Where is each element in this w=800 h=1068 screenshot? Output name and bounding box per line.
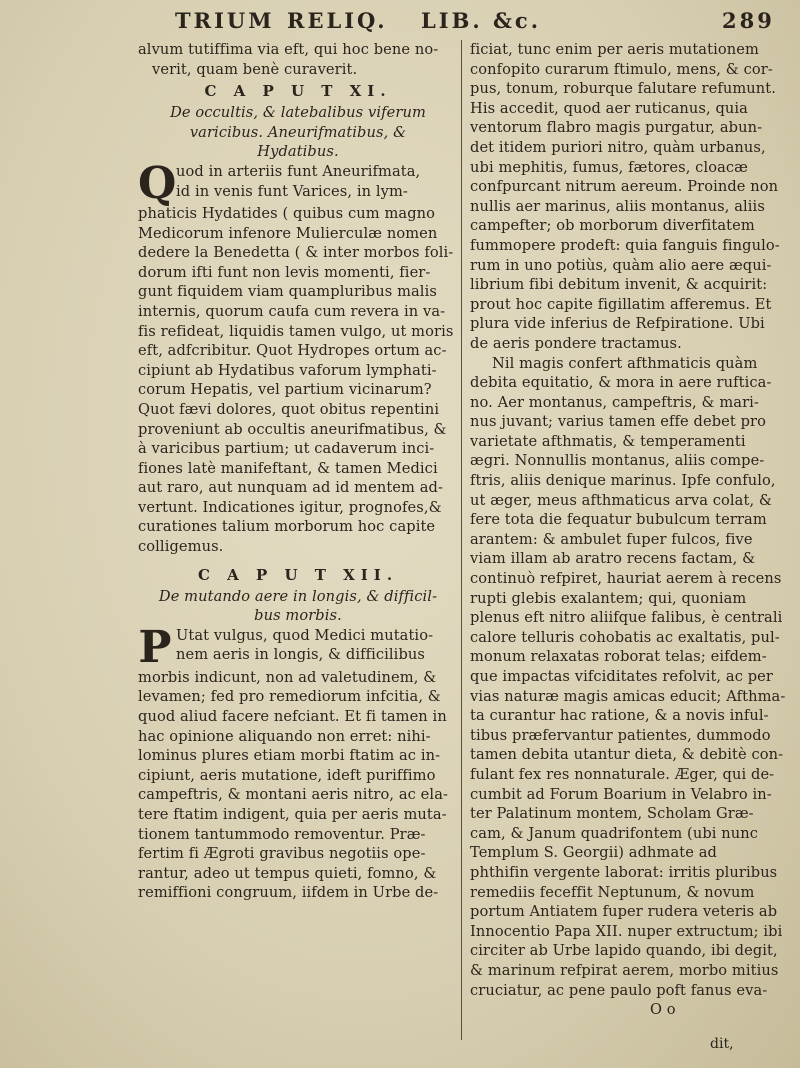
text-line: à varicibus partium; ut cadaverum inci- xyxy=(138,440,435,458)
text-line: vias naturæ magis amicas educit; Afthma- xyxy=(470,687,786,705)
text-line: calore telluris cohobatis ac exaltatis, pul- xyxy=(470,628,780,646)
text-line: His accedit, quod aer ruticanus, quia xyxy=(470,99,748,117)
text-line: phthifin vergente laborat: irritis pluribus xyxy=(470,863,778,881)
text-line: circiter ab Urbe lapido quando, ibi degit, xyxy=(470,942,778,960)
text-line: campeftris, & montani aeris nitro, ac ela- xyxy=(138,786,449,804)
text-line: lominus plures etiam morbi ftatim ac in- xyxy=(138,747,441,765)
right-column xyxy=(470,40,788,1050)
text-line: tibus præfervantur patientes, dummodo xyxy=(470,726,771,744)
text-line: arantem: & ambulet fuper fulcos, five xyxy=(470,530,753,548)
text-line: fiones latè manifeftant, & tamen Medici xyxy=(138,459,438,477)
text-line: curationes talium morborum hoc capite xyxy=(138,518,436,536)
catchword: dit, xyxy=(710,1036,734,1052)
text-line: monum relaxatas roborat telas; eifdem- xyxy=(470,648,767,666)
text-line: confpurcant nitrum aereum. Proinde non xyxy=(470,178,779,196)
text-line: cipiunt, aeris mutatione, ideft puriffimo xyxy=(138,766,436,784)
text-line: colligemus. xyxy=(138,538,224,556)
chapter-heading: C A P U T XII. xyxy=(197,565,399,584)
text-line: aut raro, aut nunquam ad id mentem ad- xyxy=(138,479,443,497)
text-line: ventorum flabro magis purgatur, abun- xyxy=(470,119,763,137)
text-line: plenus eft nitro aliifque falibus, è centrali xyxy=(470,609,783,627)
chapter-heading: C A P U T XI. xyxy=(204,82,392,101)
column-divider xyxy=(461,40,462,1040)
text-line: remiffioni congruum, iifdem in Urbe de- xyxy=(138,884,439,902)
text-line: rantur, adeo ut tempus quieti, fomno, & xyxy=(138,864,437,882)
text-line: tamen debita utantur dieta, & debitè con- xyxy=(470,746,784,764)
chapter-12-body xyxy=(138,621,458,903)
text-line: pus, tonum, roburque falutare refumunt. xyxy=(470,80,777,98)
text-line: corum Hepatis, vel partium vicinarum? xyxy=(138,381,432,399)
signature-mark: O o xyxy=(650,1001,676,1019)
text-line: gunt fiquidem viam quampluribus malis xyxy=(138,283,437,301)
text-line: hac opinione aliquando non erret: nihi- xyxy=(138,727,431,745)
left-column xyxy=(138,40,458,1050)
page-number: 289 xyxy=(722,8,775,33)
text-line: de aeris pondere tractamus. xyxy=(470,334,682,352)
text-line: uod in arteriis funt Aneurifmata, xyxy=(176,162,421,180)
chapter-summary: varicibus. Aneurifmatibus, & xyxy=(189,123,407,141)
header-reliq: RELIQ. xyxy=(287,8,388,33)
text-line: debita equitatio, & mora in aere ruftica- xyxy=(470,374,772,392)
chapter-11-body xyxy=(138,157,458,557)
text-line: Nil magis confert afthmaticis quàm xyxy=(492,354,758,372)
text-line: nus juvant; varius tamen effe debet pro xyxy=(470,413,766,431)
header-lib: LIB. &c. xyxy=(421,8,542,33)
text-line: cruciatur, ac pene paulo poft fanus eva- xyxy=(470,981,768,999)
text-line: vertunt. Indicationes igitur, prognofes,& xyxy=(138,498,442,516)
text-line: fulant fex res nonnaturale. Æger, qui de- xyxy=(470,765,775,783)
drop-cap: Q xyxy=(138,157,177,209)
drop-cap: P xyxy=(138,621,172,673)
text-line: internis, quorum caufa cum revera in va- xyxy=(138,302,446,320)
text-line: campefter; ob morborum diverfitatem xyxy=(470,217,755,235)
text-line: ta curantur hac ratione, & a novis inful- xyxy=(470,707,769,725)
text-line: phaticis Hydatides ( quibus cum magno xyxy=(138,204,436,222)
header-trium: TRIUM xyxy=(175,8,275,33)
chapter-summary: Hydatibus. xyxy=(257,143,339,161)
text-line: no. Aer montanus, campeftris, & mari- xyxy=(470,393,759,411)
text-line: fummopere prodeft: quia fanguis fingulo- xyxy=(470,236,780,254)
text-line: det itidem puriori nitro, quàm urbanus, xyxy=(470,138,766,156)
text-line: dedere la Benedetta ( & inter morbos foli- xyxy=(138,244,454,262)
running-header xyxy=(175,8,775,40)
text-line: Medicorum infenore Mulierculæ nomen xyxy=(138,224,438,242)
text-line: ficiat, tunc enim per aeris mutationem xyxy=(470,41,759,58)
text-line: ter Palatinum montem, Scholam Græ- xyxy=(470,805,754,823)
chapter-summary: bus morbis. xyxy=(254,607,342,625)
text-line: & marinum refpirat aerem, morbo mitius xyxy=(470,961,779,979)
text-line: remediis feceffit Neptunum, & novum xyxy=(470,883,755,901)
text-line: cumbit ad Forum Boarium in Velabro in- xyxy=(470,785,772,803)
text-line: tere ftatim indigent, quia per aeris muta- xyxy=(138,806,447,823)
text-line: ut æger, meus afthmaticus arva colat, & xyxy=(470,491,773,509)
text-line: ubi mephitis, fumus, fætores, cloacæ xyxy=(470,158,749,176)
text-line: rum in uno potiùs, quàm alio aere æqui- xyxy=(470,256,772,274)
text-line: librium fibi debitum invenit, & acquirit: xyxy=(470,276,768,294)
chapter-summary: De mutando aere in longis, & difficil- xyxy=(158,587,438,605)
text-line: tionem tantummodo removentur. Præ- xyxy=(138,825,426,843)
text-line: prout hoc capite figillatim afferemus. Et xyxy=(470,295,772,313)
text-line: continuò refpiret, hauriat aerem à recens xyxy=(470,570,782,588)
text-line: alvum tutiffima via eft, qui hoc bene no- xyxy=(138,41,439,58)
chapter-summary: De occultis, & latebalibus viferum xyxy=(170,104,426,122)
text-line: portum Antiatem fuper rudera veteris ab xyxy=(470,903,778,921)
text-line: eft, adfcribitur. Quot Hydropes ortum ac- xyxy=(138,342,447,360)
text-line: ægri. Nonnullis montanus, aliis compe- xyxy=(470,452,765,470)
text-line: cipiunt ab Hydatibus vaforum lymphati- xyxy=(138,361,437,379)
text-line: morbis indicunt, non ad valetudinem, & xyxy=(138,668,437,686)
text-line: cam, & Janum quadrifontem (ubi nunc xyxy=(470,824,759,842)
text-line: Quot fævi dolores, quot obitus repentini xyxy=(138,400,440,418)
text-line: Innocentio Papa XII. nuper extructum; ibi xyxy=(470,922,783,940)
text-line: rupti glebis exalantem; qui, quoniam xyxy=(470,589,747,607)
text-line: ftris, aliis denique marinus. Ipfe confulo, xyxy=(470,472,776,490)
text-line: varietate afthmatis, & temperamenti xyxy=(470,432,746,450)
text-line: nem aeris in longis, & difficilibus xyxy=(176,646,425,664)
text-line: plura vide inferius de Refpiratione. Ubi xyxy=(470,315,765,333)
text-line: fere tota die fequatur bubulcum terram xyxy=(470,511,767,529)
text-line: Templum S. Georgii) adhmate ad xyxy=(470,844,717,862)
text-line: dorum ifti funt non levis momenti, fier- xyxy=(138,263,431,281)
text-line: quod aliud facere nefciant. Et fi tamen in xyxy=(138,708,447,726)
text-line: que impactas vifciditates refolvit, ac per xyxy=(470,668,773,685)
text-line: fis refideat, liquidis tamen vulgo, ut moris xyxy=(138,322,454,340)
text-line: confopito curarum ftimulo, mens, & cor- xyxy=(470,60,773,78)
text-line: verit, quam benè curaverit. xyxy=(152,60,358,78)
text-line: levamen; fed pro remediorum infcitia, & xyxy=(138,688,441,706)
text-line: Utat vulgus, quod Medici mutatio- xyxy=(176,626,434,644)
text-line: viam illam ab aratro recens factam, & xyxy=(470,550,756,568)
text-line: id in venis funt Varices, in lym- xyxy=(176,182,408,200)
text-line: proveniunt ab occultis aneurifmatibus, & xyxy=(138,420,447,438)
text-line: nullis aer marinus, aliis montanus, aliis xyxy=(470,197,765,215)
text-line: fertim fi Ægroti gravibus negotiis ope- xyxy=(138,845,426,863)
